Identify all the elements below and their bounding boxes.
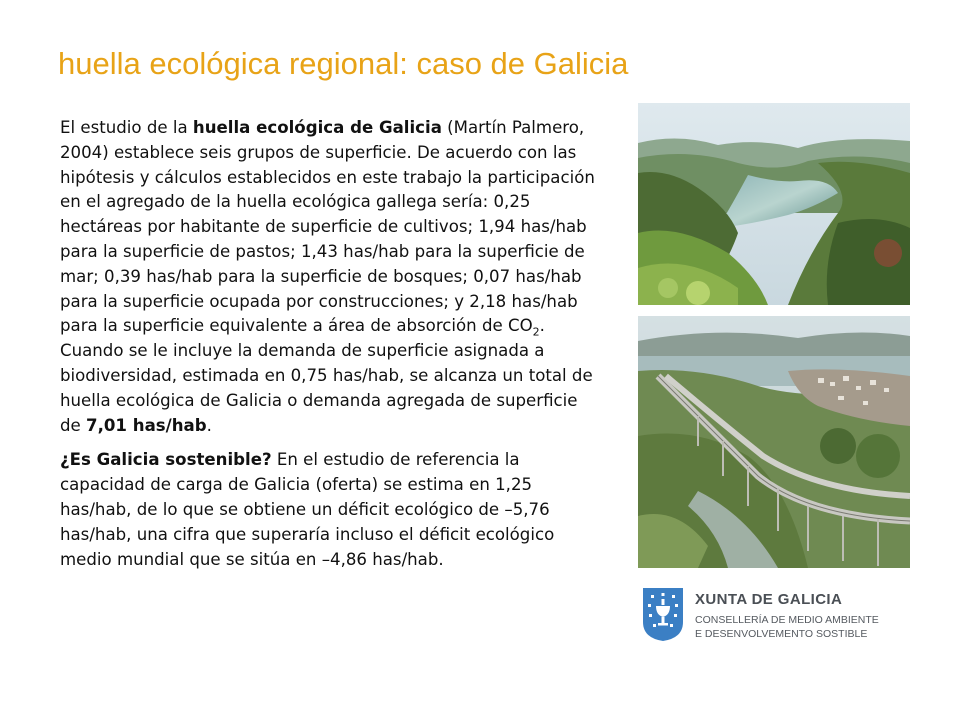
paragraph-sostenible — [60, 448, 600, 572]
p2-text-1: En el estudio de referencia la capacidad de carga de Galicia (oferta) se estima en 1,25 has/hab, de lo que se obtiene un déficit ecológico de –5,76 has/hab, una cifra que superaría incluso el déficit ecológico medio mundial que se sitúa en –4,86 has/hab. — [60, 450, 555, 569]
co2-subscript: 2 — [532, 325, 540, 339]
galicia-shield-icon — [643, 588, 683, 641]
p2-bold-question: ¿Es Galicia sostenible? — [60, 450, 272, 470]
xunta-logo — [643, 588, 943, 643]
p1-text-1: El estudio de la — [60, 118, 193, 137]
slide-title: huella ecológica regional: caso de Galicia — [58, 46, 629, 81]
p1-text-2: (Martín Palmero, 2004) establece seis grupos de superficie. De acuerdo con las hipótesis y cálculos establecidos en este trabajo la participación en el agregado de la huella ecológica gallega sería: 0,25 hectáreas por habitante de superficie de cultivos; 1,94 has/hab para la superficie de pastos; 1,43 has/hab para la superficie de mar; 0,39 has/hab para la superficie de bosques; 0,07 has/hab para la superficie ocupada por construcciones; y 2,18 has/hab para la superficie equivalente a área de absorción de CO — [60, 118, 595, 336]
department-line-1: CONSELLERÍA DE MEDIO AMBIENTE — [695, 614, 879, 626]
xunta-name: XUNTA DE GALICIA — [695, 591, 843, 608]
highway-bridge-photo — [638, 316, 910, 568]
p1-text-3: . Cuando se le incluye la demanda de superficie asignada a biodiversidad, estimada en 0,75 has/hab, se alcanza un total de huella ecológica de Galicia o demanda agregada de superficie de — [60, 316, 593, 435]
department-line-2: E DESENVOLVEMENTO SOSTIBLE — [695, 628, 868, 640]
p1-text-4: . — [206, 415, 212, 435]
xunta-department — [695, 613, 879, 641]
p1-bold-total: 7,01 has/hab — [86, 415, 207, 435]
paragraph-huella — [60, 116, 600, 438]
p1-bold-huella: huella ecológica de Galicia — [192, 118, 442, 137]
body-text — [60, 116, 600, 572]
river-valley-photo — [638, 103, 910, 305]
